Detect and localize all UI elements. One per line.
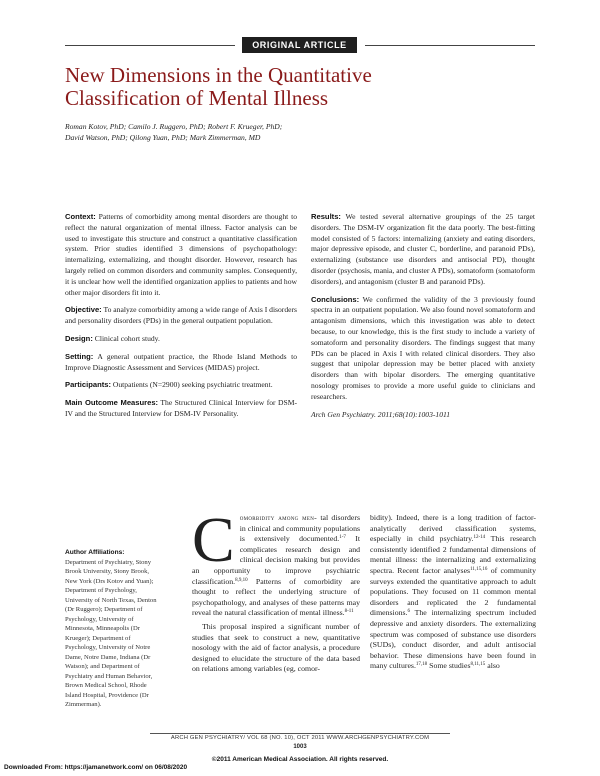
reference-marker: 12-14 (473, 535, 486, 541)
objective-text: To analyze comorbidity among a wide range of Axis I disorders and personality disorders (PDs) in the general outpatient population. (65, 305, 297, 326)
body-lead-smallcaps: omorbidity among men- (239, 513, 318, 522)
section-badge: ORIGINAL ARTICLE (242, 37, 357, 53)
body-text: bidity). Indeed, there is a long tradition of factor-analytically derived classification systems, especially in child psychiatry. (370, 513, 536, 544)
abstract-left-column (65, 212, 297, 427)
participants-text: Outpatients (N=2900) seeking psychiatric treatment. (112, 380, 273, 390)
setting-text: A general outpatient practice, the Rhode Island Methods to Improve Diagnostic Assessment and Services (MIDAS) project. (65, 351, 297, 372)
abstract-participants (65, 380, 297, 391)
reference-marker: 8,11,15 (470, 662, 486, 668)
results-text: We tested several alternative groupings of the 25 target disorders. The DSM-IV organization fit the data poorly. The best-fitting model consisted of 5 factors: internalizing (anxiety and eating disorders, major depressive episode, and cluster C, borderline, and paranoid PDs), externalizing (substance use disorders and antisocial PD), thought disorder (psychosis, mania, and cluster A PDs), somatoform (somatoform disorders), and antagonism (cluster B and paranoid PDs). (311, 212, 535, 286)
reference-marker: 8,9,10 (235, 577, 248, 583)
reference-marker: 8-11 (344, 609, 354, 615)
copyright-notice: ©2011 American Medical Association. All rights reserved. (211, 756, 389, 763)
body-text: of community surveys extended the quantitative approach to adult populations. They focused on 11 common mental disorders and replicated the 2 fundamental dimensions. (370, 565, 536, 618)
abstract-context (65, 212, 297, 298)
article-title (65, 64, 545, 110)
body-text: The internalizing spectrum included depressive and anxiety disorders. The externalizing spectrum was composed of substance use disorders (SUDs), conduct disorder, and adult antisocial behavior. These dimensions have been found in many cultures. (370, 608, 536, 671)
title-line-1: New Dimensions in the Quantitative (65, 63, 372, 87)
header-rule-left (65, 45, 235, 46)
download-stamp: Downloaded From: https://jamanetwork.com/ on 06/08/2020 (4, 764, 188, 771)
context-label: Context: (65, 212, 96, 221)
abstract-measures (65, 398, 297, 420)
setting-label: Setting: (65, 351, 94, 361)
measures-text: The Structured Clinical Interview for DSM-IV and the Structured Interview for DSM-IV Personality. (65, 398, 297, 418)
reference-marker: 11,15,16 (470, 566, 488, 572)
citation: Arch Gen Psychiatry. 2011;68(10):1003-1011 (311, 409, 451, 419)
results-label: Results: (311, 212, 341, 221)
body-text: tal disorders in clinical and community populations is extensively documented. (239, 513, 361, 544)
abstract-results (311, 212, 535, 288)
abstract-setting (65, 352, 297, 374)
reference-marker: 6 (407, 609, 410, 615)
header-rule-right (365, 45, 535, 46)
conclusions-label: Conclusions: (311, 294, 360, 304)
abstract-right-column (311, 212, 535, 427)
body-column-2 (370, 513, 536, 672)
page-number: 1003 (293, 744, 307, 750)
reference-marker: 17,18 (415, 662, 428, 668)
affiliations-text: Department of Psychiatry, Stony Brook University, Stony Brook, New York (Drs Kotov and Yuan); Department of Psychology, University of North Texas, Denton (Dr Ruggero); Department of Psychology, University of Minnesota, Minneapolis (Dr Krueger); Department of Psychology, University of Notre Dame, Notre Dame, Indiana (Dr Watson); and Department of Psychiatry and Human Behavior, Brown Medical School, Rhode Island Hospital, Providence (Dr Zimmerman). (65, 558, 157, 708)
design-label: Design: (65, 333, 93, 343)
reference-marker: 1-7 (339, 535, 346, 541)
body-text: This research consistently identified 2 fundamental dimensions of mental illness: the internalizing and externalizing spectra. Recent factor analyses (370, 534, 536, 575)
body-text: Some studies (427, 661, 471, 671)
footer-rule (150, 733, 450, 734)
context-text: Patterns of comorbidity among mental disorders are thought to reflect the natural organization of mental illness. Factor analysis can be used to investigate this structure and construct a quantitative classification system. Prior studies identified 3 dimensions of psychopathology: internalizing, externalizing, and thought disorder. However, research has largely relied on common disorders and community samples. Consequently, it is unclear how well the identified organization applies to patients and how other major disorders fit into it. (65, 212, 297, 297)
measures-label: Main Outcome Measures: (65, 398, 159, 408)
body-text: Patterns of comorbidity are thought to reflect the underlying structure of psychopathology, and analyses of these patterns may reveal the natural classification of mental illness. (192, 576, 360, 618)
title-line-2: Classification of Mental Illness (65, 86, 329, 110)
abstract-design (65, 334, 297, 345)
participants-label: Participants: (65, 380, 111, 390)
authors-line-1: Roman Kotov, PhD; Camilo J. Ruggero, PhD; Robert F. Krueger, PhD; (65, 122, 283, 131)
author-affiliations (65, 548, 157, 710)
journal-footer: ARCH GEN PSYCHIATRY/ VOL 68 (NO. 10), OCT 2011 WWW.ARCHGENPSYCHIATRY.COM (170, 735, 430, 741)
objective-label: Objective: (65, 305, 102, 315)
drop-cap: C (192, 504, 235, 575)
abstract-objective (65, 305, 297, 327)
conclusions-text: We confirmed the validity of the 3 previously found spectra in an outpatient population. We also found novel somatoform and antagonism dimensions, which this investigation was able to detect because, to our knowledge, this is the first study to include a variety of somatoform and personality disorders. The findings suggest that many PDs can be placed in Axis I with related clinical disorders. They also suggest that unipolar depression may be better placed with anxiety disorders than with bipolar disorders. The emerging quantitative nosology promises to provide a more useful guide to clinicians and researchers. (311, 294, 535, 401)
abstract-conclusions (311, 295, 535, 403)
body-text: It complicates research design and clinical decision making but provides an opportunity to improve psychiatric classification. (192, 534, 360, 586)
design-text: Clinical cohort study. (94, 333, 160, 343)
author-list (65, 121, 365, 143)
body-text: also (485, 661, 500, 671)
affiliations-title: Author Affiliations: (65, 549, 125, 556)
body-column-1 (192, 504, 361, 675)
authors-line-2: David Watson, PhD; Qilong Yuan, PhD; Mark Zimmerman, MD (65, 133, 261, 142)
body-paragraph-2: This proposal inspired a significant number of studies that seek to construct a new, quantitative nosology with the aid of factor analysis, a procedure designed to elucidate the structure of the data based on relations among variables (eg, comor- (192, 621, 360, 674)
